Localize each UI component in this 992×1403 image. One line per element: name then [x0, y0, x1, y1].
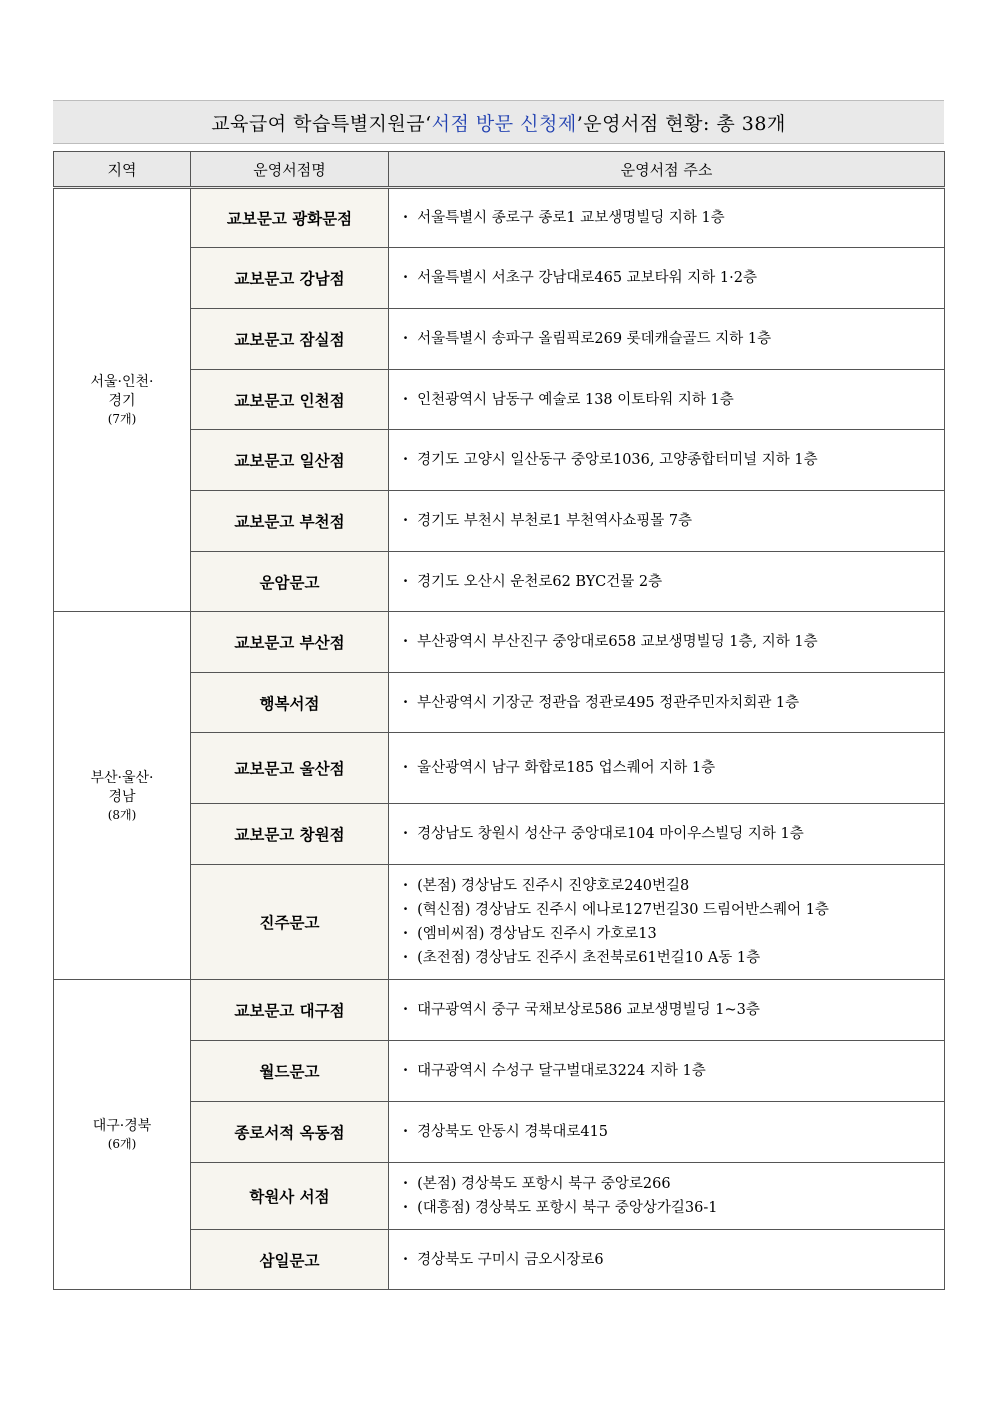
store-address-cell: [389, 188, 945, 248]
store-address-cell: [389, 804, 945, 865]
address-line: · 경기도 부천시 부천로1 부천역사쇼핑몰 7층: [403, 509, 944, 533]
address-line: · 대구광역시 수성구 달구벌대로3224 지하 1층: [403, 1059, 944, 1083]
address-line: · 서울특별시 서초구 강남대로465 교보타워 지하 1·2층: [403, 266, 944, 290]
address-line: · 서울특별시 종로구 종로1 교보생명빌딩 지하 1층: [403, 206, 944, 230]
store-name-cell: 진주문고: [191, 865, 389, 980]
store-address-cell: [389, 491, 945, 552]
address-line: · 울산광역시 남구 화합로185 업스퀘어 지하 1층: [403, 756, 944, 780]
document-title: [53, 100, 944, 144]
address-line: · (초전점) 경상남도 진주시 초전북로61번길10 A동 1층: [403, 946, 944, 970]
store-address-cell: [389, 1041, 945, 1102]
address-line: · 경기도 고양시 일산동구 중앙로1036, 고양종합터미널 지하 1층: [403, 448, 944, 472]
region-cell: [54, 980, 191, 1290]
store-name-cell: 교보문고 울산점: [191, 733, 389, 804]
store-name-cell: 교보문고 창원점: [191, 804, 389, 865]
store-name-cell: 교보문고 잠실점: [191, 309, 389, 370]
title-highlight: 서점 방문 신청제: [431, 112, 577, 135]
store-name-cell: 교보문고 대구점: [191, 980, 389, 1041]
address-line: · 서울특별시 송파구 올림픽로269 롯데캐슬골드 지하 1층: [403, 327, 944, 351]
region-label: 부산·울산·: [90, 769, 154, 786]
store-name-cell: 삼일문고: [191, 1230, 389, 1290]
store-address-cell: [389, 673, 945, 733]
address-line: · 경기도 오산시 운천로62 BYC건물 2층: [403, 570, 944, 594]
region-label: 경기: [108, 393, 136, 409]
bookstore-table: [53, 151, 945, 1290]
store-address-cell: [389, 733, 945, 804]
region-cell: [54, 612, 191, 980]
address-line: · 부산광역시 부산진구 중앙대로658 교보생명빌딩 1층, 지하 1층: [403, 630, 944, 654]
store-name-cell: 교보문고 강남점: [191, 248, 389, 309]
store-address-cell: [389, 980, 945, 1041]
region-store-count: (6개): [107, 1137, 137, 1151]
header-store-address: 운영서점 주소: [389, 152, 945, 188]
store-address-cell: [389, 1102, 945, 1163]
store-name-cell: 교보문고 부천점: [191, 491, 389, 552]
store-name-cell: 종로서적 옥동점: [191, 1102, 389, 1163]
store-address-cell: [389, 248, 945, 309]
address-line: · (대흥점) 경상북도 포항시 북구 중앙상가길36-1: [403, 1196, 944, 1220]
store-name-cell: 운암문고: [191, 552, 389, 612]
store-address-cell: [389, 1230, 945, 1290]
address-line: · 경상북도 안동시 경북대로415: [403, 1120, 944, 1144]
store-name-cell: 학원사 서점: [191, 1163, 389, 1230]
region-store-count: (8개): [107, 807, 137, 822]
store-name-cell: 교보문고 인천점: [191, 370, 389, 430]
address-line: · 경상남도 창원시 성산구 중앙대로104 마이우스빌딩 지하 1층: [403, 822, 944, 846]
region-label: 서울·인천·: [90, 374, 154, 390]
header-store-name: 운영서점명: [191, 152, 389, 188]
table-row: [54, 980, 945, 1041]
store-address-cell: [389, 865, 945, 980]
store-address-cell: [389, 612, 945, 673]
address-line: · 경상북도 구미시 금오시장로6: [403, 1248, 944, 1272]
region-store-count: (7개): [107, 412, 137, 426]
store-address-cell: [389, 430, 945, 491]
title-prefix: 교육급여 학습특별지원금‘: [211, 112, 432, 135]
address-line: · 부산광역시 기장군 정관읍 정관로495 정관주민자치회관 1층: [403, 691, 944, 715]
address-line: · (본점) 경상북도 포항시 북구 중앙로266: [403, 1172, 944, 1196]
title-suffix: ’운영서점 현황: 총 38개: [576, 112, 786, 135]
table-header-row: [54, 152, 945, 188]
address-line: · 대구광역시 중구 국채보상로586 교보생명빌딩 1~3층: [403, 998, 944, 1022]
address-line: · 인천광역시 남동구 예술로 138 이토타워 지하 1층: [403, 388, 944, 412]
region-cell: [54, 188, 191, 612]
region-label: 경남: [108, 788, 136, 805]
region-label: 대구·경북: [92, 1118, 152, 1134]
table-row: [54, 188, 945, 248]
address-line: · (본점) 경상남도 진주시 진양호로240번길8: [403, 874, 944, 898]
store-address-cell: [389, 1163, 945, 1230]
address-line: · (엠비씨점) 경상남도 진주시 가호로13: [403, 922, 944, 946]
store-address-cell: [389, 309, 945, 370]
table-body: [54, 188, 945, 1290]
store-name-cell: 행복서점: [191, 673, 389, 733]
header-region: 지역: [54, 152, 191, 188]
store-name-cell: 교보문고 부산점: [191, 612, 389, 673]
store-address-cell: [389, 552, 945, 612]
store-address-cell: [389, 370, 945, 430]
store-name-cell: 교보문고 일산점: [191, 430, 389, 491]
store-name-cell: 월드문고: [191, 1041, 389, 1102]
store-name-cell: 교보문고 광화문점: [191, 188, 389, 248]
table-row: [54, 612, 945, 673]
address-line: · (혁신점) 경상남도 진주시 에나로127번길30 드림어반스퀘어 1층: [403, 898, 944, 922]
